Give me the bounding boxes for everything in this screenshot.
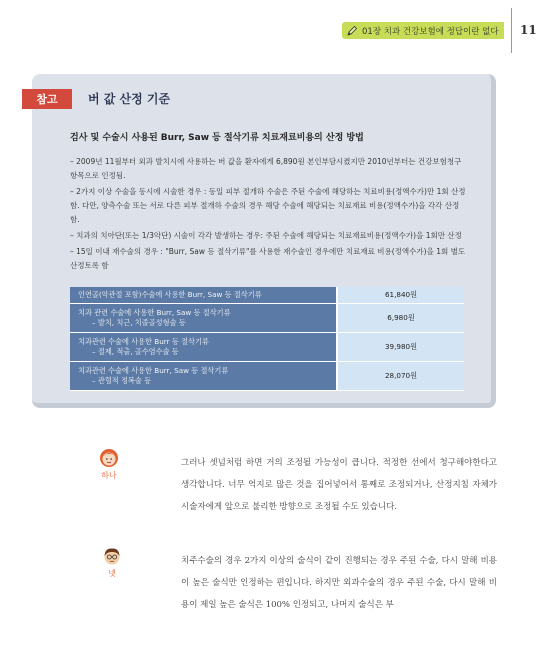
discussion-paragraph: 그러나 셋넘처럼 하면 거의 조정될 가능성이 큽니다. 적정한 선에서 청구해야한다고 생각합니다. 너무 억지로 많은 것을 집어넣어서 통째로 조정되거나, 산정지침 자체가 시술자에게 앞으로 불리한 방향으로 조정될 수도 있습니다.	[181, 458, 497, 512]
bullet-item: – 치과의 치아단(또는 1/3악단) 시술이 각각 발생하는 경우: 주된 수술에 해당되는 치료재료비용(정액수가)을 1회만 산정	[70, 231, 462, 240]
procedure-name: 인연골(악관절 포함)수술에 사용한 Burr, Saw 등 절삭기류	[78, 290, 262, 299]
woman-avatar-icon	[98, 447, 120, 469]
reference-title: 버 값 산정 기준	[88, 92, 171, 106]
procedure-cell	[70, 304, 337, 333]
procedure-detail: – 절제, 적출, 골수염수술 등	[92, 347, 179, 356]
speaker-label: 넷	[108, 569, 116, 578]
table-row	[70, 304, 464, 333]
procedure-name: 치과관련 수술에 사용한 Burr, Saw 등 절삭기류	[78, 366, 229, 375]
speaker-label: 하나	[101, 471, 117, 480]
table-row	[70, 362, 464, 391]
chapter-tab	[342, 22, 504, 39]
procedure-name: 치과 관련 수술에 사용한 Burr, Saw 등 절삭기류	[78, 308, 231, 317]
fee-cell: 28,070원	[337, 362, 464, 391]
fee-cell: 39,980원	[337, 333, 464, 362]
chapter-title: 01장 치과 건강보험에 정답이란 없다	[362, 26, 499, 37]
procedure-cell	[70, 287, 337, 304]
fee-cell: 6,980원	[337, 304, 464, 333]
reference-badge: 참고	[22, 89, 72, 109]
page-divider	[511, 8, 512, 53]
speaker-net	[101, 545, 123, 579]
speaker-hana	[98, 447, 120, 481]
bullet-item: – 2가지 이상 수술을 동시에 시술한 경우 : 동일 피부 절개하 수술은 주된 수술에 해당하는 치료비용(정액수가)만 1회 산정함. 다만, 양측수술 또는 서로 다른 피부 절개하 수술의 경우 해당 수술에 해당되는 치료재료 비용(정액수가)을 각각 산정함.	[70, 187, 466, 224]
bullet-list	[70, 155, 466, 275]
pencil-icon	[346, 25, 358, 37]
bullet-item: – 2009년 11월부터 외과 발치시에 사용하는 버 값을 환자에게 6,890원 본인부담시켰지만 2010년부터는 건강보험청구항목으로 인정됨.	[70, 157, 462, 180]
page-number: 11	[520, 23, 537, 37]
fee-cell: 61,840원	[337, 287, 464, 304]
bullet-item: – 15일 이내 재수술의 경우 : "Burr, Saw 등 절삭기류"를 사용한 재수술인 경우에만 치료재료 비용(정액수가)을 1회 별도 산정토록 함	[70, 247, 466, 270]
procedure-cell	[70, 333, 337, 362]
table-row	[70, 333, 464, 362]
procedure-name: 치과관련 수술에 사용한 Burr 등 절삭기류	[78, 337, 209, 346]
procedure-detail: – 관혈적 정복술 등	[92, 376, 152, 385]
discussion-paragraph: 치주수술의 경우 2가지 이상의 술식이 같이 진행되는 경우 주된 수술, 다시 말해 비용이 높은 술식만 인정하는 편입니다. 하지만 외과수술의 경우 주된 수술, 다시 말해 비용이 제일 높은 술식은 100% 인정되고, 나머지 술식은 부	[181, 556, 497, 610]
procedure-detail: – 발치, 치근, 치졸골성형술 등	[92, 318, 186, 327]
procedure-cell	[70, 362, 337, 391]
man-glasses-avatar-icon	[101, 545, 123, 567]
section-heading: 검사 및 수술시 사용된 Burr, Saw 등 절삭기류 치료재료비용의 산정 방법	[70, 133, 364, 143]
fee-table	[70, 287, 464, 391]
table-row	[70, 287, 464, 304]
